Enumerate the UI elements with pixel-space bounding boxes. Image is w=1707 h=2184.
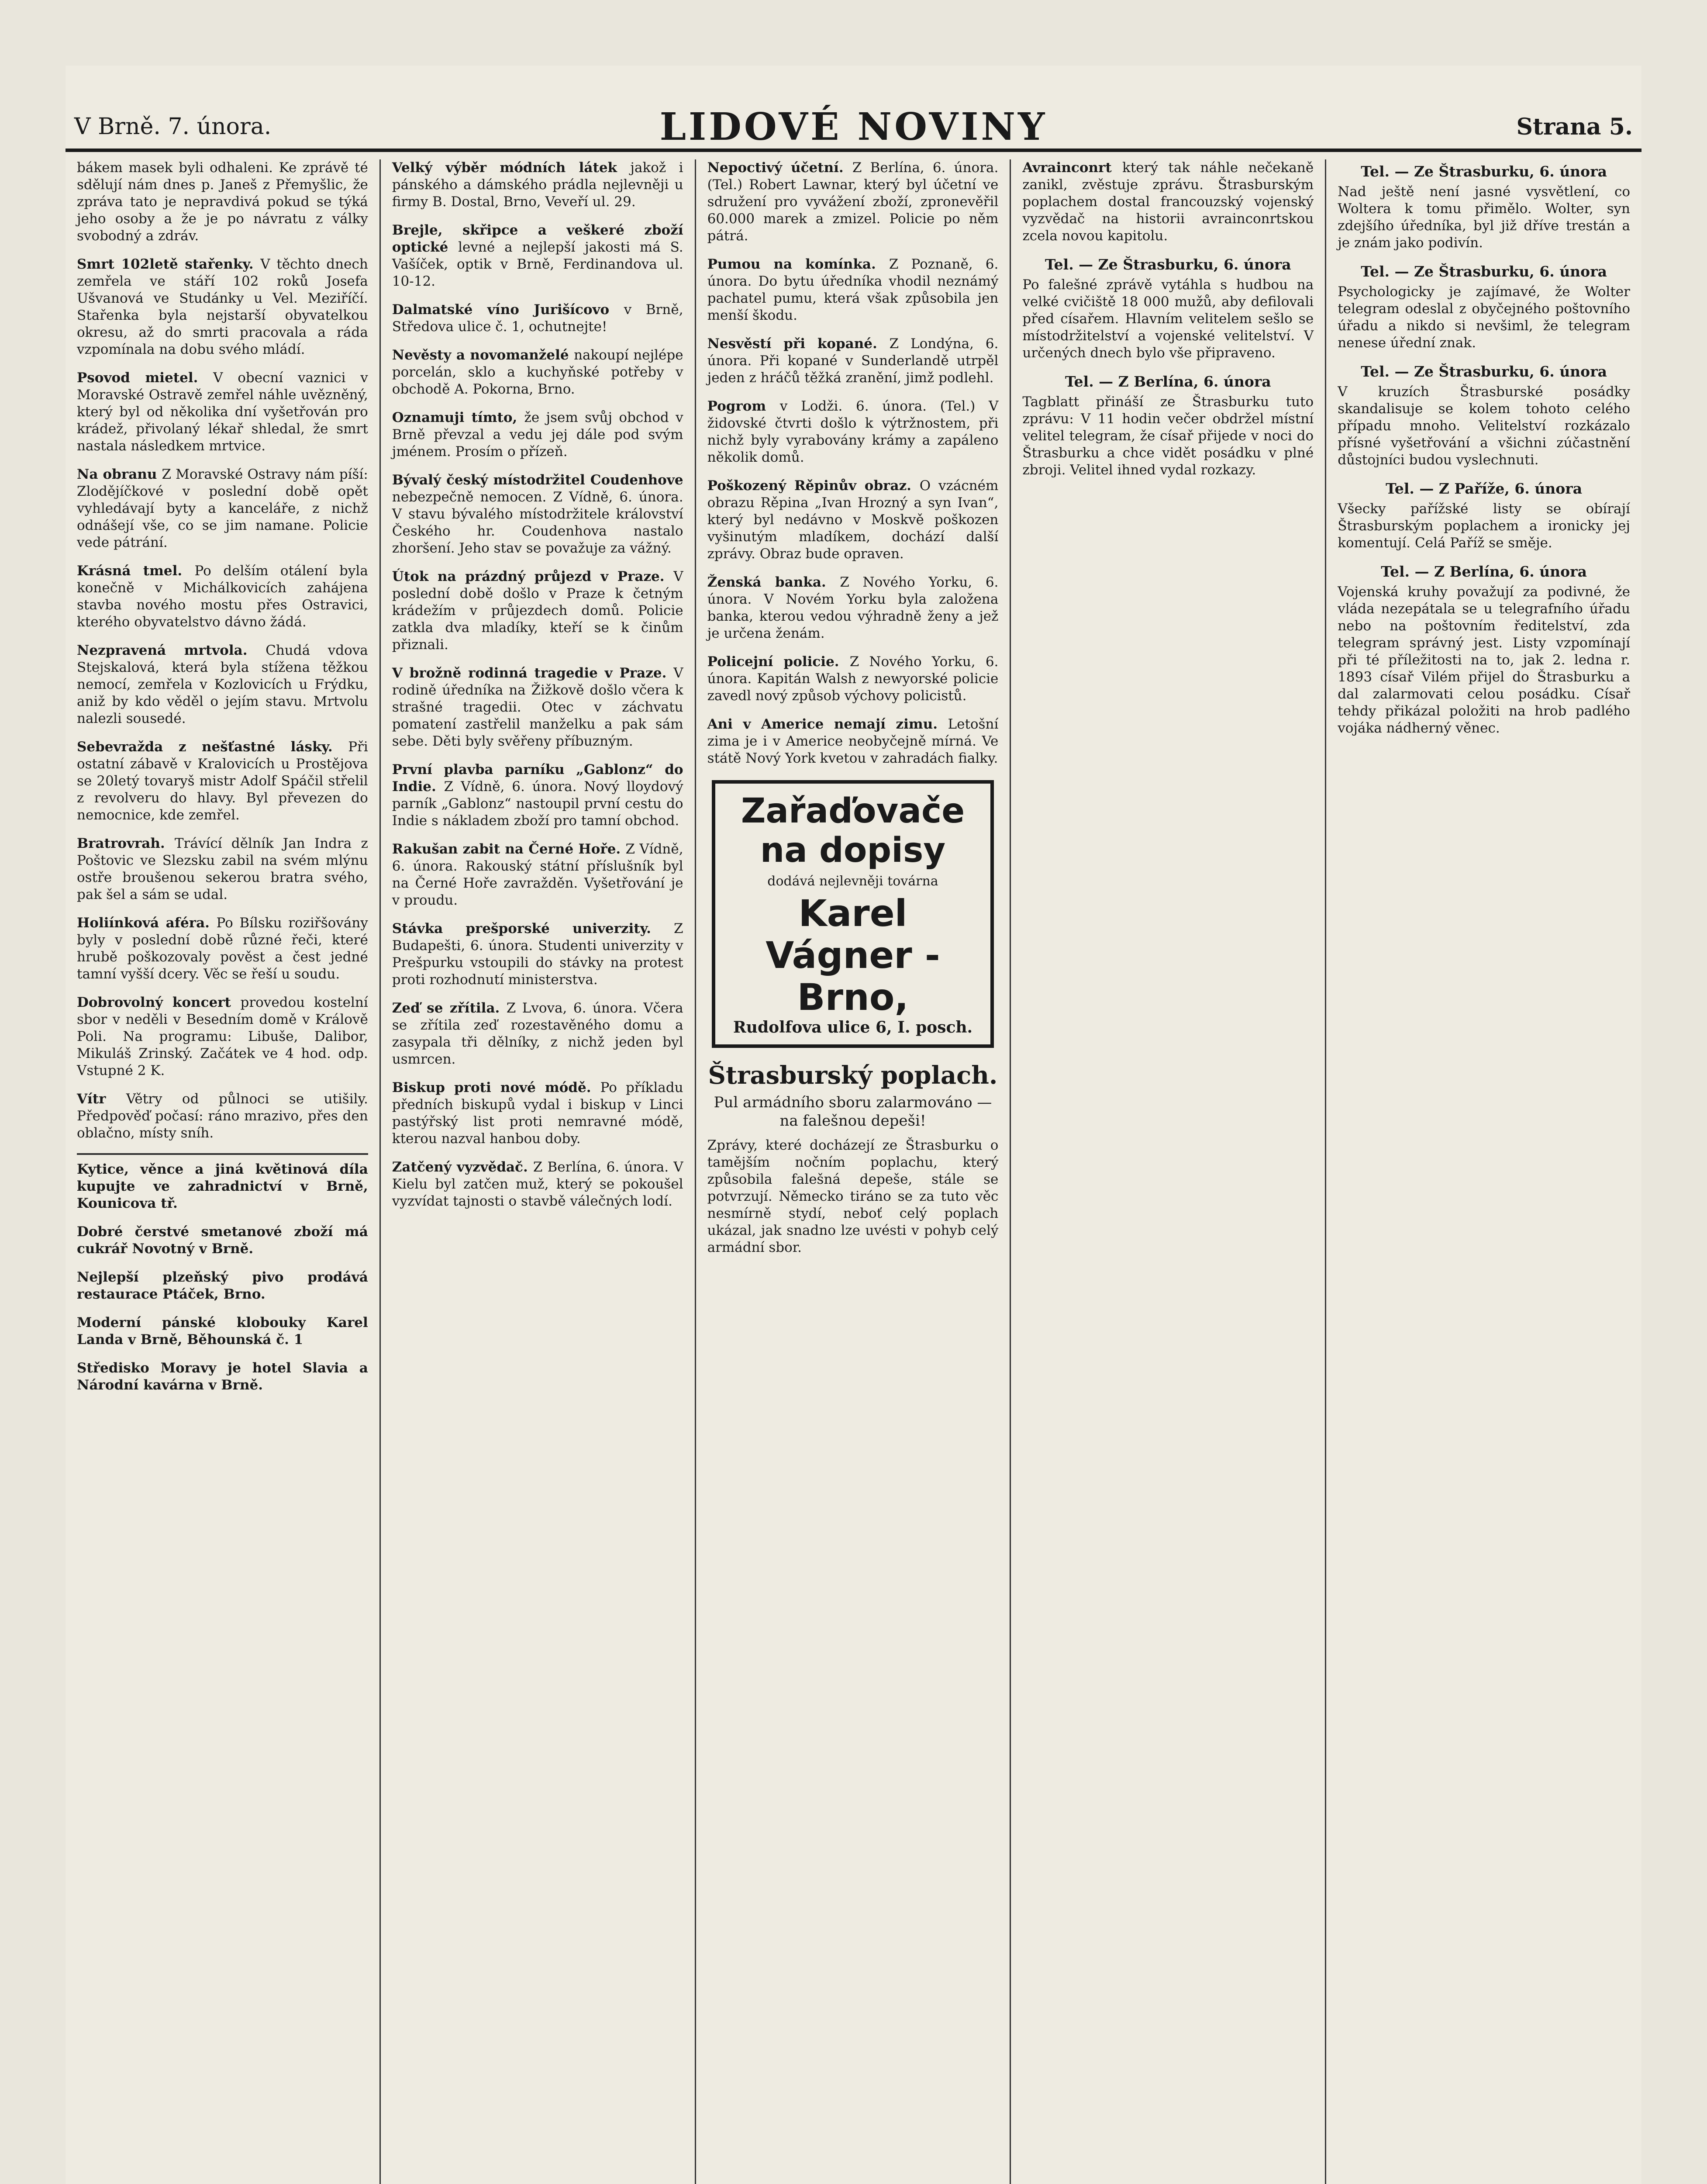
feature-subhead: Pul armádního sboru zalarmováno — na falešnou depeši!	[714, 1094, 992, 1130]
article-text: Vojenská kruhy považují za podivné, že vláda nezepátala se u telegrafního úřadu nebo na poštovním ředitelství, zda telegram správný jest. Listy vzpomínají při té příležitosti na to, jak 2. ledna r. 1893 císař Vilém přijel do Štrasburku a dal zalarmovati celou posádku. Císař tehdy přikázal položiti na hrob padlého vojáka nádherný věnec.	[1338, 584, 1630, 736]
article-text: Z Berlína, 6. února. (Tel.) Robert Lawnar, který byl účetní ve sdružení pro vyvážení zboží, zpronevěřil 60.000 marek a zmizel. Policie po něm pátrá.	[707, 160, 999, 244]
article-headline: První plavba parníku „Gablonz“ do Indie.	[392, 762, 683, 795]
masthead	[66, 96, 1641, 152]
article-text: Z Poznaně, 6. února. Do bytu úředníka vhodil neznámý pachatel pumu, která však způsobila jen menší škodu.	[707, 256, 999, 323]
article	[77, 159, 368, 245]
column-5	[1326, 159, 1641, 2184]
classified-ad	[77, 1269, 368, 1303]
ad-company-name: Karel Vágner - Brno,	[766, 892, 940, 1019]
article-text: V obecní vaznici v Moravské Ostravě zemřel náhle uvězněný, který byl od několika dní vyšetřován pro krádež, přivolaný lékař shledal, že smrt nastala následkem mrtvice.	[77, 370, 368, 454]
article-headline: Bývalý český místodržitel Coudenhove	[392, 472, 683, 488]
article	[1338, 563, 1630, 737]
article	[392, 1000, 683, 1068]
article-text: Větry od půlnoci se utišily. Předpověď počasí: ráno mrazivo, přes den oblačno, místy sníh.	[77, 1091, 368, 1141]
article-headline: Dalmatské víno Jurišícovo	[392, 302, 624, 318]
classified-text: Středisko Moravy je hotel Slavia a Národní kavárna v Brně.	[77, 1360, 368, 1393]
article	[707, 159, 999, 245]
article-headline: Pogrom	[707, 398, 780, 414]
classified-text: Moderní pánské klobouky Karel Landa v Brně, Běhounská č. 1	[77, 1315, 368, 1348]
feature-text: Zprávy, které docházejí ze Štrasburku o tamějším nočním poplachu, který způsobila falešná depeše, stále se potvrzují. Německo tiráno se za tuto věc nesmírně stydí, neboť celý poplach ukázal, jak snadno lze uvésti v pohyb celý armádní sbor.	[707, 1137, 999, 1255]
article-text: Z Nového Yorku, 6. února. V Novém Yorku byla založena banka, kterou vedou výhradně ženy a jež je určena ženám.	[707, 574, 999, 641]
article-text: Po falešné zprávě vytáhla s hudbou na velké cvičiště 18 000 mužů, aby defilovali před císařem. Hlavním velitelem sešlo se místodržitelství a vojenské velitelství. V určených dnech bylo vše připraveno.	[1022, 277, 1314, 361]
article-headline: Brejle, skřipce a veškeré zboží optické	[392, 222, 683, 255]
article-text: v Brně, Středova ulice č. 1, ochutnejte!	[392, 302, 683, 335]
article-text: O vzácném obrazu Rěpina „Ivan Hrozný a syn Ivan“, který byl nedávno v Moskvě poškozen vyšinutým mladíkem, dochází další zprávy. Obraz bude opraven.	[707, 478, 999, 562]
article-headline: Na obranu	[77, 467, 162, 482]
article-text: Psychologicky je zajímavé, že Wolter telegram odeslal z obyčejného poštovního úřadu a nikdo si nevšiml, že telegram nenese úřední znak.	[1338, 284, 1630, 351]
article-text: Chudá vdova Stejskalová, která byla stížena těžkou nemocí, zemřela v Kozlovicích u Frýdku, aniž by kdo věděl o jejím stavu. Mrtvolu nalezli sousedé.	[77, 643, 368, 726]
article	[77, 739, 368, 824]
article	[392, 841, 683, 909]
article-text: Z Vídně, 6. února. Rakouský státní příslušník byl na Černé Hoře zavražděn. Vyšetřování je v proudu.	[392, 841, 683, 908]
article	[1022, 373, 1314, 479]
article-text: Po delším otálení byla konečně v Michálkovicích zahájena stavba nového mostu přes Ostravici, kterého obyvatelstvo dávno žádá.	[77, 563, 368, 630]
article	[77, 370, 368, 455]
article-text: Z Nového Yorku, 6. února. Kapitán Walsh z newyorské policie zavedl nový způsob výchovy policistů.	[707, 654, 999, 704]
columns	[66, 159, 1641, 2184]
article-text: V těchto dnech zemřela ve stáří 102 roků Josefa Ušvanová ve Studánky u Vel. Meziříčí. Stařenka byla nejstarší obyvatelkou okresu, až do smrti pracovala a ráda vzpomínala na dobu svého mládí.	[77, 256, 368, 357]
article-text: bákem masek byli odhaleni. Ke zprávě té sdělují nám dnes p. Janeš z Přemyšlic, že zpráva tato je nepravdivá pokud se týká jeho osoby a že je po návratu z války svobodný a zdráv.	[77, 160, 368, 244]
issue-date: V Brně. 7. února.	[74, 114, 272, 140]
article-text: Při ostatní zábavě v Kralovicích u Prostějova se 20letý tovaryš mistr Adolf Spáčil střelil z revolveru do hlavy. Byl převezen do nemocnice, kde zemřel.	[77, 739, 368, 823]
article-headline: Vítr	[77, 1091, 126, 1107]
article-text: Z Budapešti, 6. února. Studenti univerzity v Prešpurku vstoupili do stávky na protest proti rozhodnutí ministerstva.	[392, 921, 683, 988]
article	[77, 994, 368, 1079]
classified-ad	[77, 1161, 368, 1212]
article	[77, 642, 368, 727]
article	[1338, 163, 1630, 252]
article-headline: Krásná tmel.	[77, 563, 195, 579]
article	[77, 466, 368, 551]
article	[77, 1091, 368, 1142]
article-headline: Dobrovolný koncert	[77, 995, 241, 1010]
article-headline: Poškozený Rěpinův obraz.	[707, 478, 920, 494]
article	[707, 256, 999, 324]
article-headline: Zeď se zřítila.	[392, 1000, 507, 1016]
column-2	[381, 159, 696, 2184]
article-text: Z Berlína, 6. února. V Kielu byl zatčen muž, který se pokoušel vyzvídat tajnosti o stavbě válečných lodí.	[392, 1159, 683, 1209]
article-text: Z Vídně, 6. února. Nový lloydový parník „Gablonz“ nastoupil první cestu do Indie s nákladem zboží pro tamní obchod.	[392, 779, 683, 829]
article-text: provedou kostelní sbor v neděli v Besedním domě v Králově Poli. Na programu: Libuše, Dalibor, Mikuláš Zrinský. Začátek ve 4 hod. odp. Vstupné 2 K.	[77, 995, 368, 1078]
classified-ad	[77, 1314, 368, 1348]
article-headline: Sebevražda z nešťastné lásky.	[77, 739, 348, 755]
advertisement	[712, 780, 994, 1048]
article-dateline: Tel. — Z Berlína, 6. února	[1065, 373, 1271, 390]
article	[77, 915, 368, 983]
article-text: Letošní zima je i v Americe neobyčejně mírná. Ve státě Nový York kvetou v zahradách fialky.	[707, 716, 999, 766]
article	[392, 761, 683, 829]
article	[1338, 480, 1630, 552]
article-text: Z Lvova, 6. února. Včera se zřítila zeď rozestavěného domu a zasypala tři dělníky, z nichž jeden byl usmrcen.	[392, 1000, 683, 1067]
article	[77, 563, 368, 631]
article-headline: Holiínková aféra.	[77, 915, 217, 931]
article-headline: Zatčený vyzvědač.	[392, 1159, 533, 1175]
article-text: Po Bílsku roziřšovány byly v poslední době různé řeči, které hrubě poškozovaly pověst a čest jedné tamní vyšší dcery. Věc se řeší u soudu.	[77, 915, 368, 982]
article-headline: Stávka prešporské univerzity.	[392, 921, 674, 936]
article	[707, 653, 999, 705]
article-headline: Avrainconrt	[1022, 160, 1123, 176]
article-text: V kruzích Štrasburské posádky skandalisuje se kolem tohoto celého případu mnoho. Velitelství rozkázalo přísné vyšetřování a všichni zúčastnění důstojníci budou vyslechnuti.	[1338, 384, 1630, 468]
article	[392, 920, 683, 988]
article-headline: Nevěsty a novomanželé	[392, 347, 574, 363]
article	[392, 472, 683, 557]
article-text: V rodině úředníka na Žižkově došlo včera k strašné tragedii. Otec v záchvatu pomatení zastřelil manželku a pak sám sebe. Děti byly svěřeny příbuzným.	[392, 665, 683, 749]
article-text: V poslední době došlo v Praze k četným krádežím v průjezdech domů. Policie zatkla dva mladíky, kteří se k činům přiznali.	[392, 569, 683, 653]
article	[392, 568, 683, 653]
article	[392, 159, 683, 211]
article	[1338, 363, 1630, 469]
ad-title: Zařaďovače na dopisy	[741, 791, 965, 870]
feature-headline: Štrasburský poplach.	[708, 1061, 998, 1090]
article	[392, 301, 683, 335]
classified-ad	[77, 1360, 368, 1394]
article-dateline: Tel. — Ze Štrasburku, 6. února	[1361, 363, 1607, 380]
article-headline: Velký výběr módních látek	[392, 160, 631, 176]
column-1	[66, 159, 381, 2184]
article-dateline: Tel. — Z Paříže, 6. února	[1386, 480, 1583, 497]
classified-text: Dobré čerstvé smetanové zboží má cukrář Novotný v Brně.	[77, 1224, 368, 1257]
article-dateline: Tel. — Ze Štrasburku, 6. února	[1045, 256, 1291, 273]
article-headline: Oznamuji tímto,	[392, 410, 524, 425]
article-text: který tak náhle nečekaně zanikl, zvěstuje zprávu. Štrasburským poplachem dostal francouzský vojenský vyzvědač na historii avrainconrtskou zcela novou kapitolu.	[1022, 160, 1314, 244]
article-headline: Útok na prázdný průjezd v Praze.	[392, 569, 674, 584]
article-headline: Rakušan zabit na Černé Hoře.	[392, 841, 626, 857]
article-headline: Policejní policie.	[707, 654, 850, 670]
article	[1022, 256, 1314, 362]
article-text: Nad ještě není jasné vysvětlení, co Woltera k tomu přimělo. Wolter, syn zdejšího úředníka, byl již dříve trestán a je znám jako podivín.	[1338, 184, 1630, 251]
article-headline: Ženská banka.	[707, 574, 840, 590]
ad-subtitle: dodává nejlevněji továrna	[767, 874, 938, 889]
article-headline: Nepoctivý účetní.	[707, 160, 852, 176]
article	[707, 335, 999, 387]
classified-ad	[77, 1223, 368, 1258]
article-headline: Bratrovrah.	[77, 836, 175, 851]
page-number: Strana 5.	[1516, 114, 1633, 140]
article	[392, 1159, 683, 1210]
article	[392, 1079, 683, 1147]
article-text: levné a nejlepší jakosti má S. Vašíček, optik v Brně, Ferdinandova ul. 10-12.	[392, 239, 683, 289]
article-text: nakoupí nejlépe porcelán, sklo a kuchyňské potřeby v obchodě A. Pokorna, Brno.	[392, 347, 683, 397]
article-text: nebezpečně nemocen. Z Vídně, 6. února. V stavu bývalého místodržitele království Českého hr. Coudenhova nastalo zhoršení. Jeho stav se považuje za vážný.	[392, 489, 683, 556]
article-text: v Lodži. 6. února. (Tel.) V židovské čtvrti došlo k výtržnostem, při nichž byly vyrabovány krámy a zapáleno několik domů.	[707, 398, 999, 465]
article	[392, 409, 683, 460]
ad-address: Rudolfova ulice 6, I. posch.	[733, 1018, 973, 1037]
article-text: Všecky pařížské listy se obírají Štrasburským poplachem a ironicky jej komentují. Celá Paříž se směje.	[1338, 501, 1630, 551]
article-headline: Psovod mietel.	[77, 370, 214, 386]
article	[707, 477, 999, 563]
article-text: že jsem svůj obchod v Brně převzal a vedu jej dále pod svým jménem. Prosím o přízeň.	[392, 410, 683, 460]
article-dateline: Tel. — Z Berlína, 6. února	[1381, 563, 1587, 580]
article	[1338, 263, 1630, 352]
article	[707, 716, 999, 767]
column-4	[1011, 159, 1326, 2184]
article-headline: Pumou na komínka.	[707, 256, 889, 272]
article-headline: Biskup proti nové módě.	[392, 1080, 600, 1095]
article-dateline: Tel. — Ze Štrasburku, 6. února	[1361, 263, 1607, 280]
article-headline: Nesvěstí při kopané.	[707, 336, 890, 352]
article	[707, 398, 999, 466]
article-text: jakož i pánského a dámského prádla nejlevněji u firmy B. Dostal, Brno, Veveří ul. 29.	[392, 160, 683, 210]
column-3	[696, 159, 1011, 2184]
newspaper-title: LIDOVÉ NOVINY	[659, 105, 1048, 149]
article	[1022, 159, 1314, 245]
article-dateline: Tel. — Ze Štrasburku, 6. února	[1361, 163, 1607, 180]
newspaper-page	[66, 66, 1641, 2184]
classified-text: Kytice, věnce a jiná květinová díla kupujte ve zahradnictví v Brně, Kounicova tř.	[77, 1161, 368, 1211]
article-headline: Nezpravená mrtvola.	[77, 643, 266, 658]
article-text: Z Londýna, 6. února. Při kopané v Sunderlandě utrpěl jeden z hráčů těžká zranění, jimž podlehl.	[707, 336, 999, 386]
article-headline: Smrt 102letě stařenky.	[77, 256, 261, 272]
article	[392, 347, 683, 398]
article-text: Trávící dělník Jan Indra z Poštovic ve Slezsku zabil na svém mlýnu ostře broušenou sekerou bratra svého, pak šel a sám se udal.	[77, 836, 368, 902]
divider	[77, 1153, 368, 1155]
article-headline: V brožně rodinná tragedie v Praze.	[392, 665, 674, 681]
article-text: Tagblatt přináší ze Štrasburku tuto zprávu: V 11 hodin večer obdržel místní velitel telegram, že císař přijede v noci do Štrasburku a chce vidět posádku v plné zbroji. Velitel ihned vydal rozkazy.	[1022, 394, 1314, 478]
article-text: Z Moravské Ostravy nám píší: Zlodějíčkové v poslední době opět vyhledávají byty a kanceláře, z nichž odnášejí vše, co se jim namane. Policie vede pátrání.	[77, 467, 368, 550]
article	[77, 835, 368, 903]
article	[392, 665, 683, 750]
article	[392, 222, 683, 290]
article	[77, 256, 368, 358]
article	[707, 574, 999, 642]
article-headline: Ani v Americe nemají zimu.	[707, 716, 948, 732]
classified-text: Nejlepší plzeňský pivo prodává restaurace Ptáček, Brno.	[77, 1269, 368, 1302]
article-text: Po příkladu předních biskupů vydal i biskup v Linci pastýřský list proti nemravné módě, kterou nazval hanbou doby.	[392, 1080, 683, 1147]
